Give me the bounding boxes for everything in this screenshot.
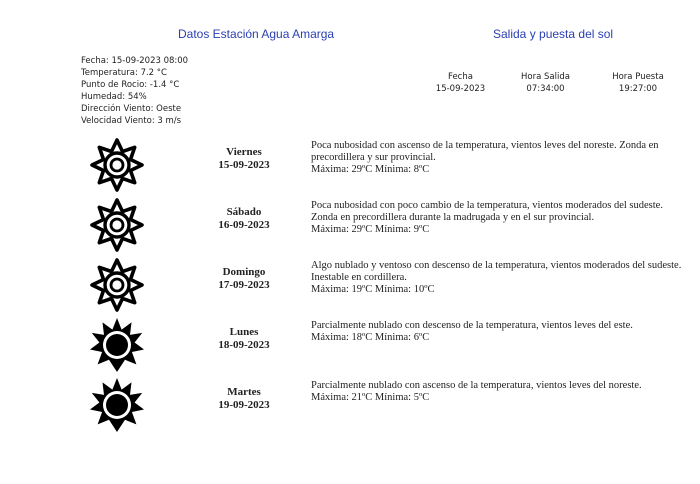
station-date: Fecha: 15-09-2023 08:00: [81, 56, 189, 66]
forecast-text: Algo nublado y ventoso con descenso de la temperatura, vientos moderados del sudeste. Inestable en cordillera.: [311, 260, 682, 283]
forecast-text: Parcialmente nublado con descenso de la temperatura, vientos leves del este.: [311, 320, 633, 331]
forecast-day-date: 19-09-2023: [218, 399, 270, 411]
sun-header-date: Fecha: [448, 72, 473, 82]
sun-title: Salida y puesta del sol: [493, 27, 614, 41]
forecast-day-date: 18-09-2023: [218, 339, 270, 351]
forecast-description: [311, 380, 691, 404]
forecast-day-label: [200, 386, 288, 412]
sun-header-sunset: Hora Puesta: [612, 72, 664, 82]
sun-table-header: [418, 71, 688, 83]
station-temperature: Temperatura: 7.2 °C: [81, 68, 167, 78]
forecast-day-name: Lunes: [229, 326, 259, 338]
sun-value-sunrise: 07:34:00: [526, 84, 565, 94]
sun-icon: [88, 316, 146, 374]
forecast-day: [0, 140, 700, 200]
forecast-day-label: [200, 146, 288, 172]
station-dew-point: Punto de Rocio: -1.4 °C: [81, 80, 180, 90]
forecast-temps: Máxima: 18ºC Mínima: 6ºC: [311, 332, 430, 343]
forecast-temps: Máxima: 29ºC Mínima: 8ºC: [311, 164, 430, 175]
sun-value-date: 15-09-2023: [435, 84, 486, 94]
forecast-day-date: 16-09-2023: [218, 219, 270, 231]
sun-icon: [88, 376, 146, 434]
forecast-day-date: 15-09-2023: [218, 159, 270, 171]
forecast-day-date: 17-09-2023: [218, 279, 270, 291]
forecast-day-name: Viernes: [226, 146, 262, 158]
forecast-text: Poca nubosidad con poco cambio de la temperatura, vientos moderados del sudeste. Zonda en precordillera durante la madrugada y en el sur provincial.: [311, 200, 663, 223]
sun-value-sunset: 19:27:00: [618, 84, 658, 94]
forecast-day-label: [200, 266, 288, 292]
station-humidity: Humedad: 54%: [81, 92, 147, 102]
forecast-day: [0, 380, 700, 440]
sun-table: [418, 71, 688, 95]
forecast-day-label: [200, 326, 288, 352]
forecast-text: Parcialmente nublado con ascenso de la temperatura, vientos leves del noreste.: [311, 380, 642, 391]
station-wind-direction: Dirección Viento: Oeste: [81, 104, 182, 114]
forecast-day-name: Domingo: [222, 266, 266, 278]
forecast-day: [0, 320, 700, 380]
partly-cloudy-icon: [88, 136, 146, 194]
forecast-day-name: Sábado: [226, 206, 262, 218]
sun-header-sunrise: Hora Salida: [521, 72, 570, 82]
forecast-description: [311, 320, 691, 344]
forecast-description: [311, 140, 691, 176]
forecast-day: [0, 260, 700, 320]
forecast-temps: Máxima: 21ºC Mínima: 5ºC: [311, 392, 430, 403]
forecast-temps: Máxima: 29ºC Mínima: 9ºC: [311, 224, 430, 235]
forecast-text: Poca nubosidad con ascenso de la temperatura, vientos leves del noreste. Zonda en precordillera y sur provincial.: [311, 140, 659, 163]
forecast-temps: Máxima: 19ºC Mínima: 10ºC: [311, 284, 435, 295]
forecast-description: [311, 200, 691, 236]
forecast-day-label: [200, 206, 288, 232]
sun-table-row: [418, 83, 688, 95]
forecast-day: [0, 200, 700, 260]
partly-cloudy-icon: [88, 256, 146, 314]
station-wind-speed: Velocidad Viento: 3 m/s: [81, 116, 182, 126]
station-info: [81, 55, 188, 127]
forecast-day-name: Martes: [227, 386, 261, 398]
station-title: Datos Estación Agua Amarga: [178, 27, 335, 41]
forecast-description: [311, 260, 691, 296]
partly-cloudy-icon: [88, 196, 146, 254]
